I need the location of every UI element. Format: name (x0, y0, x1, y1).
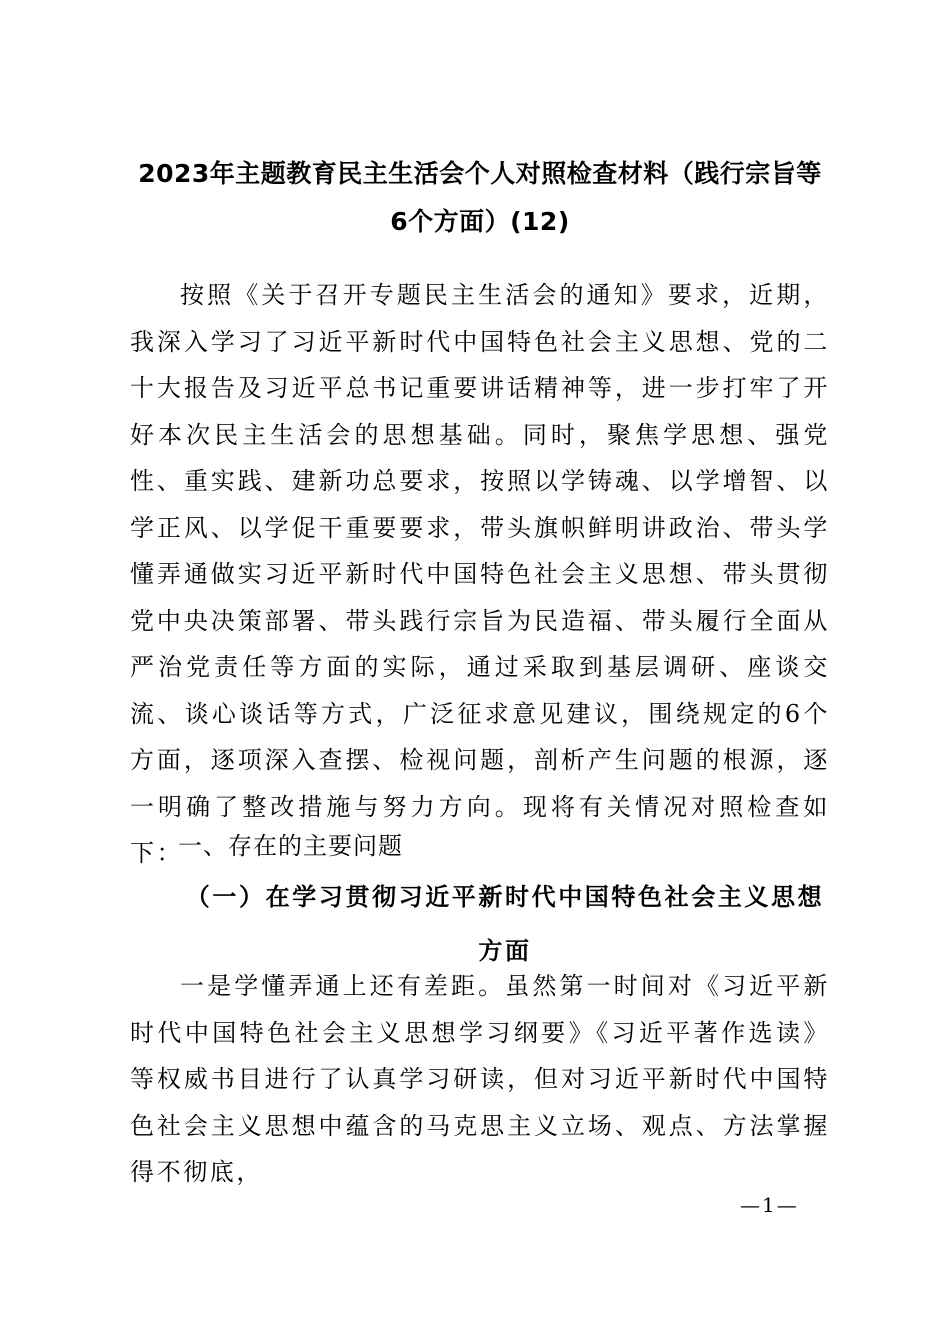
subsection-heading: （一）在学习贯彻习近平新时代中国特色社会主义思想方面 (185, 882, 825, 965)
point-paragraph: 一是学懂弄通上还有差距。虽然第一时间对《习近平新时代中国特色社会主义思想学习纲要》《习近平著作选读》等权威书目进行了认真学习研读，但对习近平新时代中国特色社会主义思想中蕴含的马克思主义立场、观点、方法掌握得不彻底， (130, 972, 830, 1186)
document-title: 2023年主题教育民主生活会个人对照检查材料（践行宗旨等6个方面）(12) (138, 159, 822, 236)
page-number: —1— (740, 1193, 799, 1217)
intro-paragraph: 按照《关于召开专题民主生活会的通知》要求，近期，我深入学习了习近平新时代中国特色社会主义思想、党的二十大报告及习近平总书记重要讲话精神等，进一步打牢了开好本次民主生活会的思想基础。同时，聚焦学思想、强党性、重实践、建新功总要求，按照以学铸魂、以学增智、以学正风、以学促干重要要求，带头旗帜鲜明讲政治、带头学懂弄通做实习近平新时代中国特色社会主义思想、带头贯彻党中央决策部署、带头践行宗旨为民造福、带头履行全面从严治党责任等方面的实际，通过采取到基层调研、座谈交流、谈心谈话等方式，广泛征求意见建议，围绕规定的6个方面，逐项深入查摆、检视问题，剖析产生问题的根源，逐一明确了整改措施与努力方向。现将有关情况对照检查如下： (130, 281, 830, 867)
section-heading: 一、存在的主要问题 (178, 832, 403, 860)
